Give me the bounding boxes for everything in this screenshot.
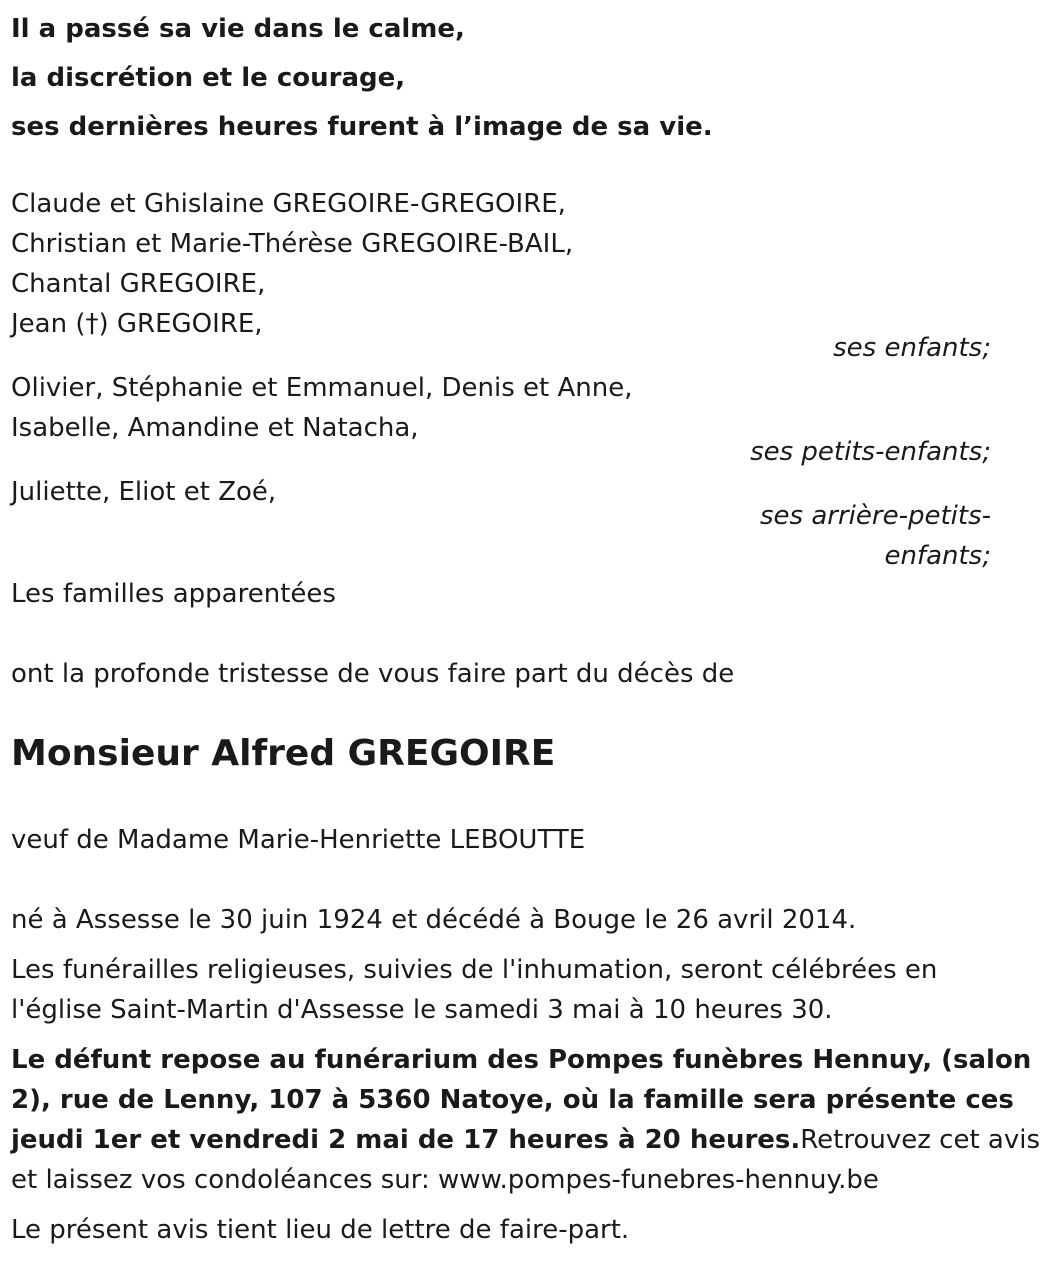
visitation-line-3: jeudi 1er et vendredi 2 mai de 17 heures à 20 heures. (11, 1125, 801, 1155)
grandchildren-block (11, 368, 991, 472)
ceremony-line-2: l'église Saint-Martin d'Assesse le samedi 3 mai à 10 heures 30. (11, 995, 833, 1025)
grandchildren-role: ses petits-enfants; (750, 437, 991, 467)
visitation-line-2: 2), rue de Lenny, 107 à 5360 Natoye, où la famille sera présente ces (11, 1085, 1014, 1115)
intro-line-1: Il a passé sa vie dans le calme, (11, 14, 465, 44)
online-line-2: et laissez vos condoléances sur: www.pompes-funebres-hennuy.be (11, 1165, 879, 1195)
great-grandchildren-role-1: ses arrière-petits- (760, 501, 991, 531)
visitation-line-3-wrapper (11, 1120, 1040, 1160)
birth-death-text: né à Assesse le 30 juin 1924 et décédé à Bouge le 26 avril 2014. (11, 905, 857, 935)
child-name: Chantal GREGOIRE, (11, 269, 266, 299)
great-grandchild-name: Juliette, Eliot et Zoé, (11, 477, 277, 507)
online-line-1: Retrouvez cet avis (800, 1125, 1040, 1155)
intro-quote (11, 5, 991, 152)
obituary-notice (11, 5, 1040, 1250)
ceremony-line-1: Les funérailles religieuses, suivies de l'inhumation, seront célébrées en (11, 955, 938, 985)
intro-line-3: ses dernières heures furent à l’image de sa vie. (11, 112, 713, 142)
visitation-line-1: Le défunt repose au funérarium des Pompes funèbres Hennuy, (salon (11, 1045, 1032, 1075)
great-grandchildren-block (11, 472, 991, 576)
child-name: Jean (†) GREGOIRE, (11, 309, 263, 339)
closing-text: Le présent avis tient lieu de lettre de faire-part. (11, 1215, 630, 1245)
children-role: ses enfants; (833, 333, 991, 363)
ceremony-paragraph (11, 950, 991, 1030)
child-name: Claude et Ghislaine GREGOIRE-GREGOIRE, (11, 189, 566, 219)
grandchild-name: Olivier, Stéphanie et Emmanuel, Denis et Anne, (11, 373, 633, 403)
great-grandchildren-role-2: enfants; (884, 541, 991, 571)
intro-line-2: la discrétion et le courage, (11, 63, 406, 93)
related-families: Les familles apparentées (11, 579, 336, 609)
grandchild-name: Isabelle, Amandine et Natacha, (11, 413, 419, 443)
visitation-paragraph (11, 1040, 1040, 1200)
announcement-text: ont la profonde tristesse de vous faire part du décès de (11, 659, 735, 689)
children-block (11, 184, 991, 368)
widower-text: veuf de Madame Marie-Henriette LEBOUTTE (11, 825, 586, 855)
child-name: Christian et Marie-Thérèse GREGOIRE-BAIL, (11, 229, 574, 259)
deceased-name: Monsieur Alfred GREGOIRE (11, 733, 556, 774)
